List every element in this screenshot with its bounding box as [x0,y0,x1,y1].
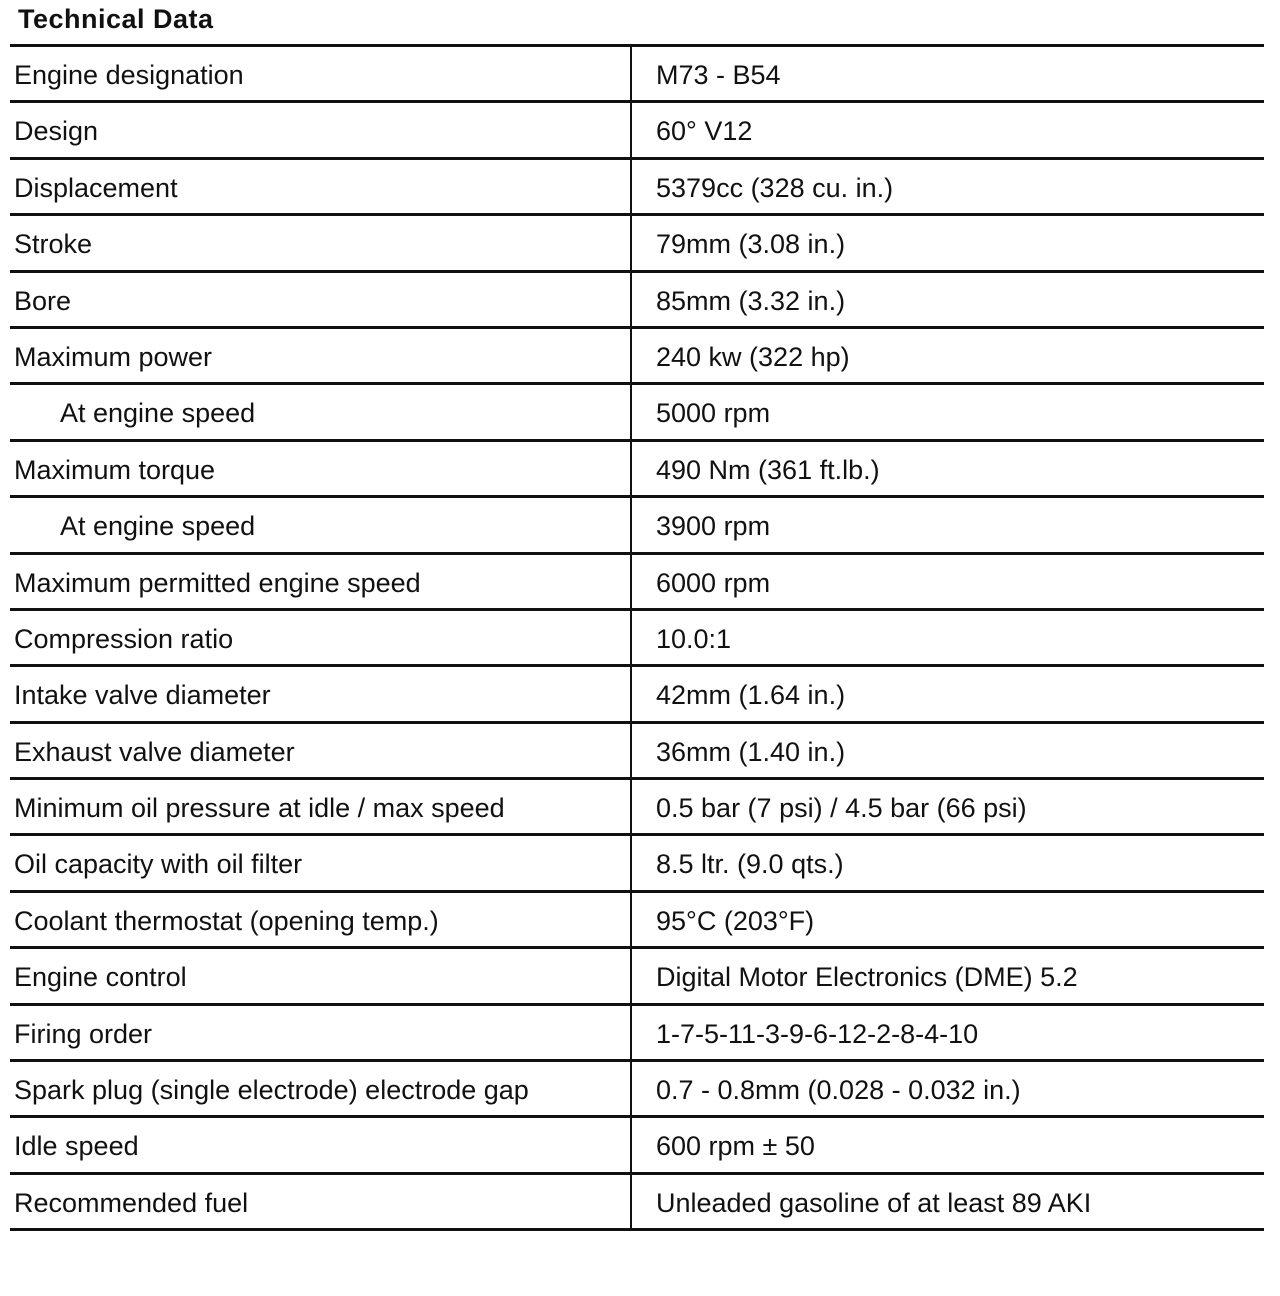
table-row [10,1118,1264,1174]
row-label: Exhaust valve diameter [10,724,632,777]
table-row [10,611,1264,667]
row-label: Maximum torque [10,442,632,495]
row-label: Maximum power [10,329,632,382]
page-title: Technical Data [18,4,214,34]
row-label: Minimum oil pressure at idle / max speed [10,780,632,833]
technical-data-table [10,44,1264,1231]
row-value: M73 - B54 [656,60,781,90]
table-row [10,103,1264,159]
row-value: 490 Nm (361 ft.lb.) [656,454,880,485]
row-value: 5000 rpm [656,398,771,429]
row-value: 95°C (203°F) [656,905,815,936]
row-value: 3900 rpm [656,511,771,542]
row-label: At engine speed [10,385,632,438]
table-row [10,1062,1264,1118]
row-value: 10.0:1 [656,623,732,654]
table-row [10,780,1264,836]
row-value: 42mm (1.64 in.) [656,680,846,711]
row-value: 60° V12 [656,116,753,147]
row-label: Oil capacity with oil filter [10,836,632,889]
row-value: Unleaded gasoline of at least 89 AKI [656,1187,1092,1218]
row-label: Displacement [10,160,632,213]
row-value: 0.5 bar (7 psi) / 4.5 bar (66 psi) [656,793,1027,824]
row-label: Recommended fuel [10,1175,632,1228]
row-label: Bore [10,273,632,326]
row-label: Intake valve diameter [10,667,632,720]
table-row [10,724,1264,780]
row-label: Engine control [10,949,632,1002]
table-row [10,160,1264,216]
row-value: 600 rpm ± 50 [656,1131,815,1162]
table-row [10,1006,1264,1062]
row-value: 36mm (1.40 in.) [656,736,846,767]
row-value: 240 kw (322 hp) [656,341,850,372]
row-label: Coolant thermostat (opening temp.) [10,893,632,946]
row-label: Idle speed [10,1118,632,1171]
row-label: Stroke [10,216,632,269]
row-value: 5379cc (328 cu. in.) [656,172,894,203]
row-label: Compression ratio [10,611,632,664]
row-label: At engine speed [10,498,632,551]
row-value: 0.7 - 0.8mm (0.028 - 0.032 in.) [656,1075,1021,1106]
row-value: 6000 rpm [656,567,771,598]
table-row [10,1175,1264,1231]
table-row [10,555,1264,611]
row-label: Spark plug (single electrode) electrode gap [10,1062,632,1115]
table-row [10,329,1264,385]
table-row [10,893,1264,949]
row-label: Maximum permitted engine speed [10,555,632,608]
table-row [10,442,1264,498]
row-value: Digital Motor Electronics (DME) 5.2 [656,962,1078,993]
row-value: 8.5 ltr. (9.0 qts.) [656,849,844,880]
table-row [10,385,1264,441]
row-value: 79mm (3.08 in.) [656,229,846,260]
table-row [10,667,1264,723]
row-label: Design [10,103,632,156]
table-row [10,273,1264,329]
row-value: 1-7-5-11-3-9-6-12-2-8-4-10 [656,1018,979,1049]
table-row [10,47,1264,103]
table-row [10,949,1264,1005]
table-row [10,836,1264,892]
row-label: Engine designation [10,47,632,100]
table-row [10,216,1264,272]
table-row [10,498,1264,554]
row-label: Firing order [10,1006,632,1059]
row-value: 85mm (3.32 in.) [656,285,846,316]
